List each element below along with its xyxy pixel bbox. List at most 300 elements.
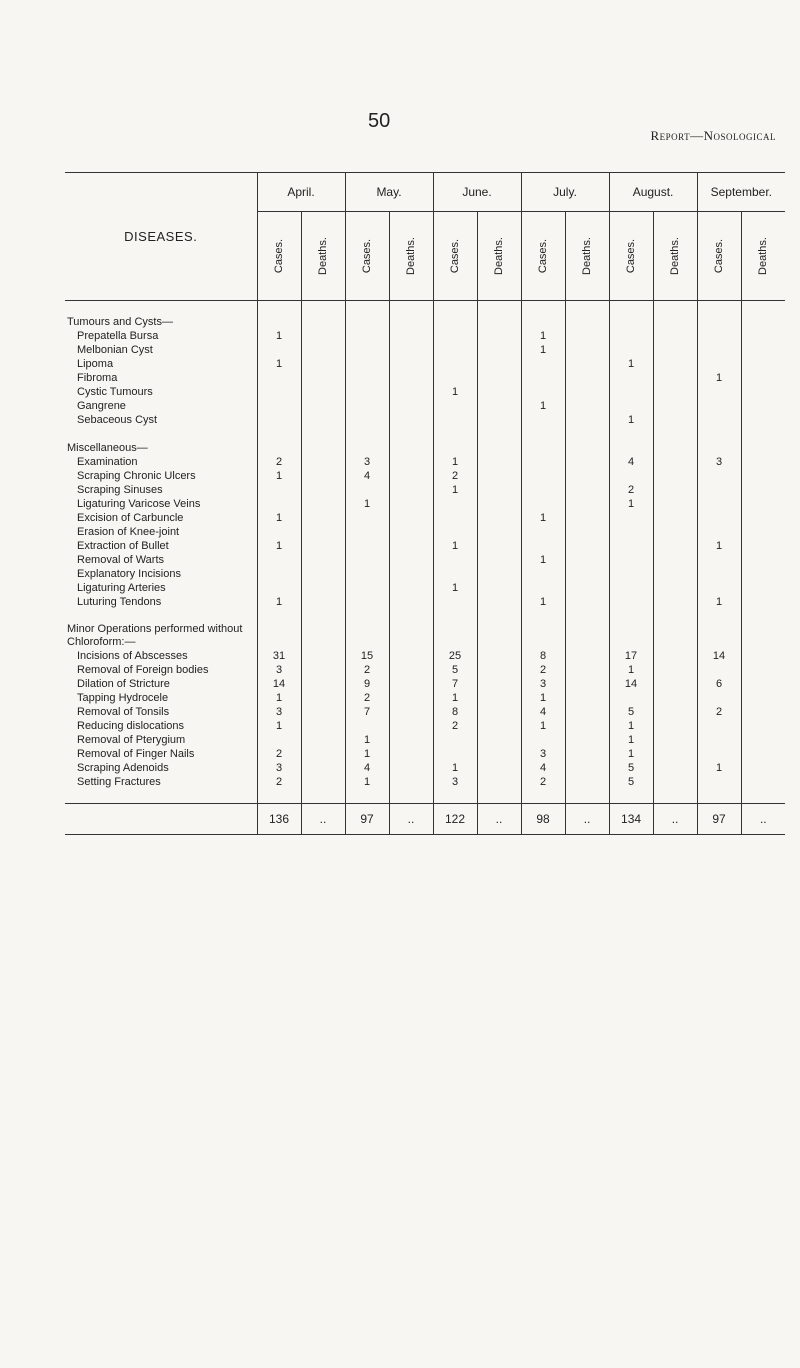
cases-cell — [257, 413, 301, 427]
deaths-cell — [653, 595, 697, 609]
deaths-cell — [741, 357, 785, 371]
cases-cell — [345, 483, 389, 497]
cases-cell — [697, 553, 741, 567]
cases-cell: 1 — [697, 371, 741, 385]
table-row — [65, 385, 785, 399]
deaths-cell — [653, 371, 697, 385]
cases-cell — [257, 399, 301, 413]
deaths-cell — [741, 469, 785, 483]
cases-cell — [345, 539, 389, 553]
cases-cell — [697, 691, 741, 705]
cases-cell — [433, 747, 477, 761]
deaths-cell — [477, 357, 521, 371]
cases-subheader: Cases. — [521, 212, 565, 301]
month-header: August. — [609, 173, 697, 212]
deaths-cell — [301, 483, 345, 497]
cases-cell: 6 — [697, 677, 741, 691]
deaths-cell — [477, 761, 521, 775]
deaths-cell — [741, 511, 785, 525]
deaths-cell — [477, 733, 521, 747]
disease-label: Extraction of Bullet — [77, 540, 169, 552]
cases-cell — [433, 343, 477, 357]
deaths-cell — [653, 385, 697, 399]
disease-label: Removal of Warts — [77, 554, 165, 566]
cases-cell: 1 — [521, 553, 565, 567]
disease-label: Erasion of Knee-joint — [77, 526, 180, 538]
cases-cell: 1 — [609, 719, 653, 733]
cases-cell — [697, 329, 741, 343]
deaths-cell — [565, 329, 609, 343]
cases-cell — [697, 511, 741, 525]
deaths-cell — [389, 719, 433, 733]
cases-cell — [521, 357, 565, 371]
table-row — [65, 343, 785, 357]
table-row — [65, 733, 785, 747]
cases-cell — [697, 581, 741, 595]
cases-cell: 1 — [345, 497, 389, 511]
cases-cell: 1 — [697, 595, 741, 609]
deaths-cell — [741, 343, 785, 357]
cases-cell: 15 — [345, 649, 389, 663]
deaths-cell — [741, 371, 785, 385]
deaths-cell — [389, 747, 433, 761]
deaths-cell — [565, 469, 609, 483]
cases-cell — [345, 719, 389, 733]
cases-cell — [697, 525, 741, 539]
cases-cell: 3 — [521, 747, 565, 761]
deaths-cell — [565, 719, 609, 733]
cases-cell: 1 — [609, 413, 653, 427]
table-row — [65, 553, 785, 567]
cases-cell: 14 — [697, 649, 741, 663]
deaths-cell — [301, 399, 345, 413]
deaths-cell — [653, 553, 697, 567]
disease-label: Gangrene — [77, 400, 126, 412]
deaths-cell — [565, 581, 609, 595]
cases-cell: 3 — [257, 761, 301, 775]
group-heading: Tumours and Cysts— — [67, 316, 173, 328]
deaths-cell — [477, 329, 521, 343]
cases-cell — [345, 525, 389, 539]
deaths-cell — [477, 483, 521, 497]
cases-cell — [609, 539, 653, 553]
deaths-cell — [301, 469, 345, 483]
deaths-cell — [653, 525, 697, 539]
table-row — [65, 677, 785, 691]
cases-cell — [257, 525, 301, 539]
cases-cell: 14 — [609, 677, 653, 691]
cases-cell: 2 — [345, 691, 389, 705]
cases-cell — [609, 595, 653, 609]
group-heading-row — [65, 623, 785, 649]
total-deaths-cell: .. — [389, 804, 433, 835]
cases-cell — [345, 399, 389, 413]
cases-cell: 3 — [345, 455, 389, 469]
cases-cell: 25 — [433, 649, 477, 663]
deaths-cell — [301, 733, 345, 747]
cases-cell — [433, 511, 477, 525]
cases-cell — [609, 399, 653, 413]
total-cases-cell: 122 — [433, 804, 477, 835]
deaths-cell — [477, 553, 521, 567]
cases-cell — [433, 733, 477, 747]
deaths-cell — [477, 525, 521, 539]
cases-cell — [521, 581, 565, 595]
deaths-subheader: Deaths. — [565, 212, 609, 301]
month-header: April. — [257, 173, 345, 212]
deaths-cell — [389, 663, 433, 677]
disease-label: Setting Fractures — [77, 776, 161, 788]
cases-cell: 7 — [345, 705, 389, 719]
disease-label: Prepatella Bursa — [77, 330, 159, 342]
deaths-cell — [565, 705, 609, 719]
deaths-cell — [741, 775, 785, 789]
cases-cell — [257, 733, 301, 747]
deaths-cell — [565, 497, 609, 511]
cases-cell: 1 — [257, 329, 301, 343]
deaths-cell — [565, 371, 609, 385]
group-heading: Miscellaneous— — [67, 442, 148, 454]
deaths-cell — [389, 357, 433, 371]
cases-cell: 2 — [345, 663, 389, 677]
cases-cell: 4 — [521, 705, 565, 719]
deaths-cell — [389, 581, 433, 595]
table-row — [65, 357, 785, 371]
cases-cell: 1 — [433, 385, 477, 399]
cases-cell — [609, 343, 653, 357]
deaths-cell — [565, 483, 609, 497]
deaths-cell — [389, 385, 433, 399]
cases-cell: 1 — [521, 595, 565, 609]
deaths-cell — [301, 747, 345, 761]
total-cases-cell: 136 — [257, 804, 301, 835]
deaths-cell — [741, 413, 785, 427]
deaths-cell — [301, 775, 345, 789]
deaths-cell — [389, 733, 433, 747]
cases-cell — [257, 343, 301, 357]
table-row — [65, 747, 785, 761]
deaths-cell — [477, 677, 521, 691]
deaths-cell — [301, 691, 345, 705]
deaths-cell — [741, 663, 785, 677]
cases-cell: 5 — [433, 663, 477, 677]
cases-cell: 1 — [609, 747, 653, 761]
cases-cell: 1 — [345, 747, 389, 761]
cases-cell — [257, 567, 301, 581]
deaths-cell — [565, 775, 609, 789]
deaths-cell — [389, 567, 433, 581]
cases-cell — [521, 733, 565, 747]
table-row — [65, 581, 785, 595]
cases-cell — [697, 567, 741, 581]
cases-cell: 1 — [433, 483, 477, 497]
deaths-cell — [301, 649, 345, 663]
deaths-cell — [477, 705, 521, 719]
table-row — [65, 719, 785, 733]
deaths-cell — [565, 747, 609, 761]
group-heading-row — [65, 441, 785, 455]
cases-cell: 1 — [345, 733, 389, 747]
deaths-cell — [389, 399, 433, 413]
deaths-cell — [301, 581, 345, 595]
deaths-cell — [653, 663, 697, 677]
cases-cell: 1 — [257, 511, 301, 525]
deaths-cell — [741, 539, 785, 553]
deaths-cell — [653, 483, 697, 497]
deaths-cell — [477, 399, 521, 413]
deaths-cell — [301, 595, 345, 609]
table-row — [65, 663, 785, 677]
deaths-cell — [301, 719, 345, 733]
deaths-subheader: Deaths. — [477, 212, 521, 301]
deaths-cell — [301, 567, 345, 581]
cases-cell: 1 — [257, 595, 301, 609]
cases-cell: 4 — [345, 469, 389, 483]
cases-cell: 2 — [433, 469, 477, 483]
cases-cell: 3 — [521, 677, 565, 691]
deaths-cell — [301, 497, 345, 511]
deaths-cell — [653, 649, 697, 663]
deaths-cell — [741, 747, 785, 761]
disease-label: Melbonian Cyst — [77, 344, 153, 356]
deaths-cell — [741, 399, 785, 413]
total-cases-cell: 97 — [697, 804, 741, 835]
cases-cell — [257, 497, 301, 511]
cases-cell: 2 — [609, 483, 653, 497]
deaths-cell — [389, 329, 433, 343]
cases-cell — [433, 329, 477, 343]
disease-label: Scraping Chronic Ulcers — [77, 470, 196, 482]
deaths-cell — [565, 567, 609, 581]
diseases-column-header: DISEASES. — [124, 229, 198, 244]
deaths-cell — [477, 413, 521, 427]
deaths-cell — [565, 553, 609, 567]
deaths-cell — [565, 663, 609, 677]
cases-cell — [257, 581, 301, 595]
deaths-cell — [301, 705, 345, 719]
cases-cell: 1 — [433, 455, 477, 469]
table-row — [65, 399, 785, 413]
deaths-cell — [565, 525, 609, 539]
cases-cell — [521, 385, 565, 399]
cases-cell: 8 — [433, 705, 477, 719]
cases-cell — [433, 525, 477, 539]
deaths-cell — [477, 691, 521, 705]
disease-label: Dilation of Stricture — [77, 678, 170, 690]
table-row — [65, 595, 785, 609]
deaths-cell — [301, 329, 345, 343]
deaths-cell — [741, 649, 785, 663]
deaths-cell — [477, 469, 521, 483]
disease-label: Sebaceous Cyst — [77, 414, 158, 426]
deaths-cell — [741, 455, 785, 469]
cases-cell — [257, 483, 301, 497]
deaths-cell — [389, 691, 433, 705]
disease-label: Reducing dislocations — [77, 720, 185, 732]
deaths-cell — [565, 733, 609, 747]
disease-label: Removal of Tonsils — [77, 706, 170, 718]
deaths-cell — [389, 677, 433, 691]
month-header: May. — [345, 173, 433, 212]
deaths-cell — [565, 649, 609, 663]
deaths-cell — [741, 677, 785, 691]
cases-cell — [697, 775, 741, 789]
cases-cell — [521, 455, 565, 469]
deaths-cell — [389, 343, 433, 357]
deaths-cell — [565, 677, 609, 691]
cases-cell: 8 — [521, 649, 565, 663]
cases-cell — [697, 357, 741, 371]
deaths-cell — [301, 455, 345, 469]
deaths-cell — [301, 663, 345, 677]
cases-cell — [345, 553, 389, 567]
deaths-cell — [565, 539, 609, 553]
cases-cell: 9 — [345, 677, 389, 691]
table-row — [65, 511, 785, 525]
cases-cell: 2 — [257, 775, 301, 789]
cases-cell: 4 — [345, 761, 389, 775]
table-row — [65, 649, 785, 663]
table-row — [65, 567, 785, 581]
nosological-report-table — [65, 172, 785, 835]
spacer-row — [65, 301, 785, 316]
table-row — [65, 775, 785, 789]
cases-cell — [521, 371, 565, 385]
cases-cell: 2 — [697, 705, 741, 719]
deaths-cell — [741, 761, 785, 775]
deaths-cell — [741, 595, 785, 609]
disease-label: Examination — [77, 456, 138, 468]
cases-cell: 1 — [433, 691, 477, 705]
cases-cell — [345, 329, 389, 343]
month-header: July. — [521, 173, 609, 212]
deaths-cell — [653, 455, 697, 469]
deaths-cell — [477, 343, 521, 357]
page-number: 50 — [368, 110, 391, 132]
spacer-row — [65, 427, 785, 441]
deaths-cell — [653, 581, 697, 595]
deaths-cell — [477, 539, 521, 553]
cases-cell — [433, 413, 477, 427]
deaths-cell — [477, 567, 521, 581]
deaths-cell — [565, 357, 609, 371]
deaths-cell — [477, 497, 521, 511]
cases-cell: 1 — [521, 399, 565, 413]
cases-cell: 1 — [697, 539, 741, 553]
disease-label: Luturing Tendons — [77, 596, 162, 608]
deaths-cell — [477, 385, 521, 399]
deaths-subheader: Deaths. — [389, 212, 433, 301]
cases-cell — [433, 357, 477, 371]
cases-cell: 14 — [257, 677, 301, 691]
deaths-cell — [389, 539, 433, 553]
cases-cell — [697, 469, 741, 483]
deaths-cell — [301, 357, 345, 371]
cases-cell — [609, 553, 653, 567]
spacer-row — [65, 609, 785, 623]
deaths-cell — [565, 455, 609, 469]
deaths-cell — [653, 343, 697, 357]
cases-cell — [345, 595, 389, 609]
deaths-cell — [389, 761, 433, 775]
deaths-cell — [301, 553, 345, 567]
deaths-cell — [741, 705, 785, 719]
deaths-cell — [741, 525, 785, 539]
deaths-cell — [653, 511, 697, 525]
cases-cell: 2 — [521, 775, 565, 789]
cases-cell: 1 — [345, 775, 389, 789]
total-deaths-cell: .. — [477, 804, 521, 835]
deaths-cell — [389, 705, 433, 719]
deaths-cell — [565, 595, 609, 609]
cases-cell: 1 — [257, 469, 301, 483]
deaths-cell — [653, 357, 697, 371]
cases-cell — [521, 497, 565, 511]
deaths-cell — [565, 343, 609, 357]
cases-cell: 1 — [609, 357, 653, 371]
disease-label: Explanatory Incisions — [77, 568, 181, 580]
deaths-cell — [653, 733, 697, 747]
cases-cell — [609, 469, 653, 483]
total-deaths-cell: .. — [741, 804, 785, 835]
table-row — [65, 371, 785, 385]
deaths-cell — [389, 469, 433, 483]
deaths-cell — [565, 691, 609, 705]
deaths-cell — [741, 567, 785, 581]
cases-cell — [697, 733, 741, 747]
deaths-subheader: Deaths. — [741, 212, 785, 301]
cases-cell: 1 — [257, 719, 301, 733]
cases-cell: 1 — [521, 691, 565, 705]
deaths-cell — [301, 371, 345, 385]
disease-label: Removal of Foreign bodies — [77, 664, 209, 676]
cases-cell: 17 — [609, 649, 653, 663]
cases-cell: 31 — [257, 649, 301, 663]
deaths-cell — [301, 413, 345, 427]
disease-label: Ligaturing Varicose Veins — [77, 498, 201, 510]
cases-subheader: Cases. — [433, 212, 477, 301]
cases-subheader: Cases. — [345, 212, 389, 301]
disease-label: Tapping Hydrocele — [77, 692, 169, 704]
cases-cell: 4 — [521, 761, 565, 775]
deaths-cell — [741, 483, 785, 497]
table-row — [65, 469, 785, 483]
deaths-cell — [565, 385, 609, 399]
deaths-cell — [301, 385, 345, 399]
cases-cell — [433, 553, 477, 567]
cases-cell: 1 — [521, 329, 565, 343]
deaths-cell — [389, 775, 433, 789]
cases-cell — [345, 581, 389, 595]
cases-cell — [609, 511, 653, 525]
table-row — [65, 525, 785, 539]
cases-cell — [345, 511, 389, 525]
disease-label: Removal of Finger Nails — [77, 748, 195, 760]
group-heading-row — [65, 315, 785, 329]
table-row — [65, 455, 785, 469]
cases-cell — [609, 691, 653, 705]
cases-subheader: Cases. — [609, 212, 653, 301]
cases-cell: 3 — [257, 663, 301, 677]
deaths-cell — [653, 567, 697, 581]
deaths-cell — [301, 761, 345, 775]
deaths-cell — [477, 719, 521, 733]
deaths-cell — [301, 511, 345, 525]
total-cases-cell: 97 — [345, 804, 389, 835]
deaths-cell — [477, 455, 521, 469]
cases-cell — [609, 329, 653, 343]
deaths-cell — [389, 413, 433, 427]
